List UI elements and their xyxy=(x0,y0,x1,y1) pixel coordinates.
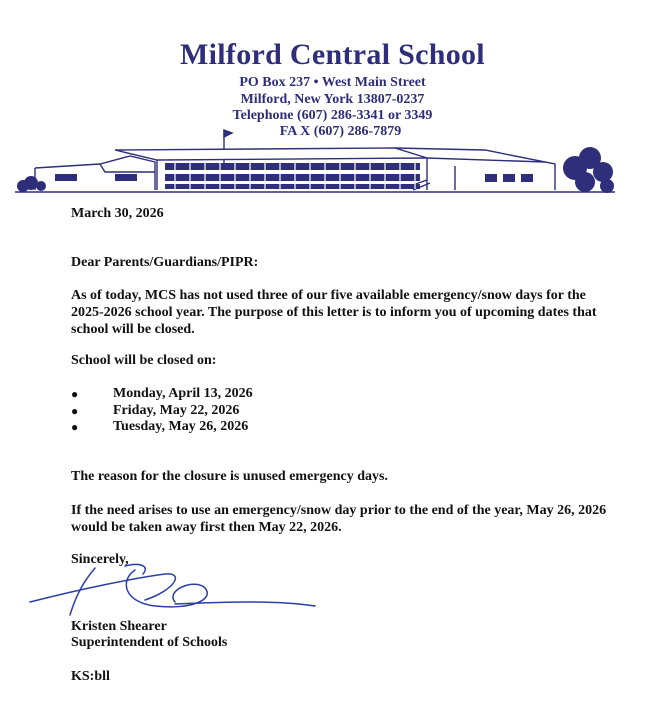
bullet-icon: ● xyxy=(71,420,79,434)
fax-line: FA X (607) 286-7879 xyxy=(279,124,402,139)
bullet-icon: ● xyxy=(71,403,79,418)
letter-date: March 30, 2026 xyxy=(71,206,164,221)
handwritten-signature xyxy=(25,560,325,620)
closure-date: Friday, May 22, 2026 xyxy=(113,402,240,418)
letterhead xyxy=(0,0,665,200)
closure-date: Monday, April 13, 2026 xyxy=(113,386,253,401)
closure-reason: The reason for the closure is unused emergency days. xyxy=(71,469,388,484)
telephone-line: Telephone (607) 286-3341 or 3349 xyxy=(232,108,433,123)
closing: Sincerely, xyxy=(71,552,129,567)
signer-name: Kristen Shearer xyxy=(71,619,167,634)
closure-date: Tuesday, May 26, 2026 xyxy=(113,419,249,434)
signer-title: Superintendent of Schools xyxy=(71,635,228,650)
salutation: Dear Parents/Guardians/PIPR: xyxy=(71,255,259,270)
school-name: Milford Central School xyxy=(180,38,485,71)
school-building-illustration xyxy=(15,128,615,208)
paragraph-intro: As of today, MCS has not used three of our five available emergency/snow days for the 2025-2026 school year. The purpose of this letter is to inform you of upcoming dates that school will be closed. xyxy=(71,288,597,337)
closure-heading: School will be closed on: xyxy=(71,353,217,368)
paragraph-emergency-days: If the need arises to use an emergency/snow day prior to the end of the year, May 26, 2026 would be taken away first then May 22, 2026. xyxy=(71,503,607,535)
bullet-icon: ● xyxy=(71,387,79,401)
address-line-1: PO Box 237 • West Main Street xyxy=(239,75,426,90)
address-line-2: Milford, New York 13807-0237 xyxy=(240,92,425,107)
reference-initials: KS:bll xyxy=(71,669,110,684)
